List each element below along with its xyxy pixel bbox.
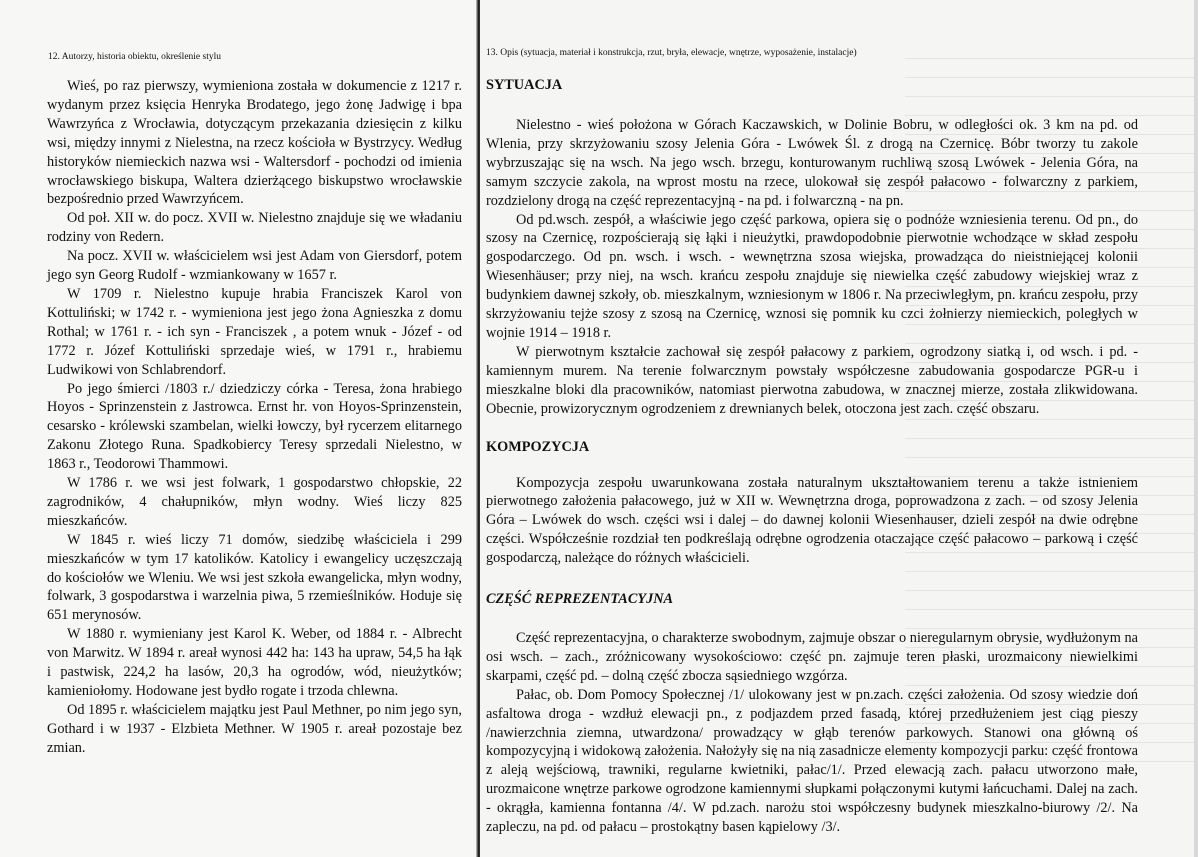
section-paragraph: Od pd.wsch. zespół, a właściwie jego część parkowa, opiera się o podnóże wzniesienia terenu. Od pn., do szosy na Czernicę, rozpościerają się łąki i nieużytki, prawdopodobnie pierwotnie wchodzące w skład zespołu gospodarczego. Od pn. wsch. i wsch. - wewnętrzna szosa wiejska, prowadząca do nieistniejącej kolonii Wiesenhäuser; przy niej, na wsch. krańcu zespołu znajduje się niewielka część zabudowy wiejskiej wraz z budynkiem dawnej szkoły, ob. mieszkalnym, wzniesionym w 1806 r. Na przeciwległym, pn. krańcu zespołu, przy skrzyżowaniu tejże szosy z szosą na Czernicę, wznosi się pomnik ku czci żołnierzy niemieckich, poległych w wojnie 1914 – 1918 r. — [486, 211, 1138, 341]
section-heading-kompozycja: KOMPOZYCJA — [486, 438, 590, 455]
section-paragraph: W pierwotnym kształcie zachował się zespół pałacowy z parkiem, ogrodzony siatką i, od wsch. i pd. - kamiennym murem. Na terenie folwarcznym powstały współczesne zabudowania gospodarcze PGR-u i mieszkalne bloki dla pracowników, natomiast pierwotna zabudowa, w znacznej mierze, została zlikwidowana. Obecnie, prowizorycznym ogrodzeniem z drewnianych belek, otoczona jest zach. część obszaru. — [486, 343, 1138, 417]
history-paragraph: Na pocz. XVII w. właścicielem wsi jest Adam von Giersdorf, potem jego syn Georg Rudolf - wzmiankowany w 1657 r. — [47, 248, 462, 284]
history-paragraph: W 1880 r. wymieniany jest Karol K. Weber, od 1884 r. - Albrecht von Marwitz. W 1894 r. areał wynosi 442 ha: 143 ha upraw, 54,5 ha łąk i pastwisk, 224,2 ha lasów, 20,3 ha ogrodów, wód, nieużytków; kamieniołomy. Hodowane jest bydło rogate i trzoda chlewna. — [47, 626, 462, 699]
right-page-header: 13. Opis (sytuacja, materiał i konstrukcja, rzut, bryła, elewacje, wnętrze, wyposażenie, instalacje) — [486, 48, 857, 58]
section-paragraph: Pałac, ob. Dom Pomocy Społecznej /1/ ulokowany jest w pn.zach. części założenia. Od szosy wiedzie doń asfaltowa droga - wzdłuż elewacji pn., z podjazdem przed fasadą, której przedłużeniem jest ciąg pieszy /nawierzchnia ziemna, utwardzona/ prowadzący w głąb terenów parkowych. Stanowi ona główną oś kompozycyjną i widokową założenia. Nałożyły się na nią zasadnicze elementy kompozycji parku: część frontowa z aleją wejściową, trawniki, regularne kwietniki, pałac/1/. Przed elewacją zach. pałacu utworzono małe, urozmaicone wnętrze parkowe ogrodzone kamiennymi słupkami połączonymi kutymi łańcuchami. Dalej na zach. - okrągła, kamienna fontanna /4/. W pd.zach. narożu stoi współczesny budynek mieszkalno-biurowy /2/. Na zapleczu, na pd. od pałacu – prostokątny basen kąpielowy /3/. — [486, 686, 1138, 836]
left-page-header: 12. Autorzy, historia obiektu, określenie stylu — [48, 52, 221, 62]
section-heading-sytuacja: SYTUACJA — [486, 77, 563, 93]
section-paragraph: Kompozycja zespołu uwarunkowana została naturalnym ukształtowaniem terenu a także istnieniem pierwotnego założenia pałacowego, już w XII w. Wewnętrzna droga, poprowadzona z zach. – od szosy Jelenia Góra – Lwówek do wsch. części wsi i dalej – do dawnej kolonii Wiesenhauser, dzieli zespół na dwie odrębne części. Współcześnie rozdział ten podkreślają odrębne ogrodzenia otaczające część pałacowo – parkową i część gospodarczą, należące do różnych właścicieli. — [486, 474, 1138, 567]
section-paragraph: Nielestno - wieś położona w Górach Kaczawskich, w Dolinie Bobru, w odległości ok. 3 km na pd. od Wlenia, przy skrzyżowaniu szosy Jelenia Góra - Lwówek Śl. z drogą na Czernicę. Bóbr tworzy tu zakole wybrzuszając się na wsch. Na jego wsch. brzegu, konturowanym ruchliwą szosą Lwówek - Jelenia Góra, na samym szczycie zakola, na wprost mostu na rzece, ulokował się zespół pałacowo - folwarczny z parkiem, rozdzielony drogą na część reprezentacyjną - na pd. i folwarczną - na pn. — [486, 117, 1138, 209]
history-paragraph: Wieś, po raz pierwszy, wymieniona została w dokumencie z 1217 r. wydanym przez księcia Henryka Brodatego, jego żonę Jadwigę i bpa Wawrzyńca z Wrocławia, dotyczącym przekazania dziesięcin z kilku wsi, między innymi z Nielestna, na rzecz kościoła w Bystrzycy. Według historyków niemieckich nazwa wsi - Waltersdorf - pochodzi od imienia wrocławskiego biskupa, Waltera dzierżącego biskupstwo wrocławskie bezpośrednio przed Wawrzyńcem. — [47, 78, 462, 208]
history-paragraph: Od 1895 r. właścicielem majątku jest Paul Methner, po nim jego syn, Gothard i w 1937 - Elzbieta Methner. W 1905 r. areał pozostaje bez zmian. — [47, 701, 462, 756]
history-paragraph: W 1786 r. we wsi jest folwark, 1 gospodarstwo chłopskie, 22 zagrodników, 4 chałupników, młyn wodny. Wieś liczy 825 mieszkańców. — [47, 475, 462, 529]
history-paragraph: W 1845 r. wieś liczy 71 domów, siedzibę właściciela i 299 mieszkańców w tym 17 katolików. Katolicy i ewangelicy uczęszczają do kościołów we Wleniu. We wsi jest szkoła ewangelicka, młyn wodny, folwark, 3 gospodarstwa i warzelnia piwa, 5 rzemieślników. Hoduje się 651 merynosów. — [47, 531, 462, 624]
show-through-lines — [905, 40, 1195, 780]
scan-edge — [1194, 0, 1198, 857]
section-heading-czesc-reprezentacyjna: CZĘŚĆ REPREZENTACYJNA — [486, 591, 674, 608]
left-page — [0, 0, 478, 857]
history-paragraph: W 1709 r. Nielestno kupuje hrabia Franciszek Karol von Kottuliński; w 1742 r. - wymieniona jest jego żona Agnieszka z domu Rothal; w 1761 r. - ich syn - Franciszek , a potem wnuk - Józef - od 1772 r. Józef Kottuliński sprzedaje wieś, w 1791 r., hrabiemu Ludwikowi von Schlabrendorf. — [47, 285, 462, 378]
history-paragraph: Po jego śmierci /1803 r./ dziedziczy córka - Teresa, żona hrabiego Hoyos - Sprinzenstein z Jastrowca. Ernst hr. von Hoyos-Sprinzenstein, cesarsko - królewski szambelan, wielki łowczy, był rycerzem elitarnego Zakonu Złotego Runa. Spadkobiercy Teresy sprzedali Nielestno, w 1863 r., Teodorowi Thammowi. — [47, 380, 462, 473]
history-paragraph: Od poł. XII w. do pocz. XVII w. Nielestno znajduje się we władaniu rodziny von Redern. — [47, 210, 462, 246]
left-page-body — [47, 77, 462, 758]
section-paragraph: Część reprezentacyjna, o charakterze swobodnym, zajmuje obszar o nieregularnym obrysie, wydłużonym na osi wsch. – zach., zróżnicowany wysokościowo: część pn. zajmuje teren płaski, urozmaicony niewielkimi skarpami, część pd. – dolną część zbocza sąsiedniego wzgórza. — [486, 630, 1138, 684]
